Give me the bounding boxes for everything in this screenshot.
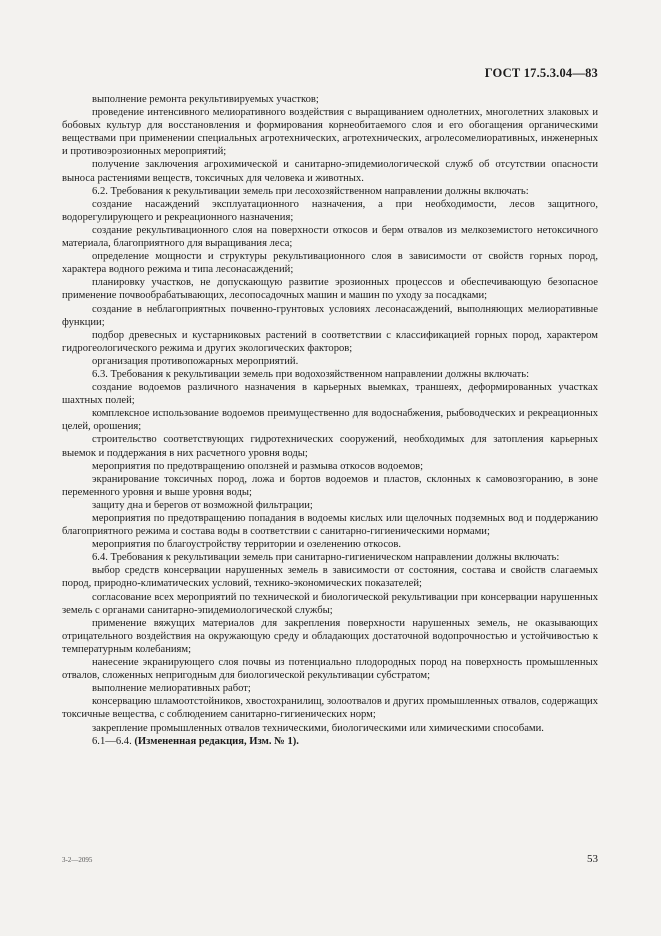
paragraph: строительство соответствующих гидротехнических сооружений, необходимых для затопления карьерных выемок и поддержания в них расчетного уровня воды; xyxy=(62,434,598,459)
document-body xyxy=(62,93,598,748)
paragraph: подбор древесных и кустарниковых растений в соответствии с классификацией горных пород, характером гидрогеологического режима и других экологических факторов; xyxy=(62,329,598,354)
edition-note-prefix: 6.1—6.4. xyxy=(92,735,135,747)
paragraph: согласование всех мероприятий по технической и биологической рекультивации при консервации нарушенных земель с органами санитарно-эпидемиологической службы; xyxy=(62,591,598,616)
paragraph: создание водоемов различного назначения в карьерных выемках, траншеях, деформированных участках шахтных полей; xyxy=(62,382,598,407)
paragraph: создание насаждений эксплуатационного назначения, а при необходимости, лесов защитного, водорегулирующего и рекреационного назначения; xyxy=(62,198,598,223)
paragraph: проведение интенсивного мелиоративного воздействия с выращиванием однолетних, многолетних злаковых и бобовых культур для восстановления и формирования корнеобитаемого слоя и его обогащения органическими веществами при применении специальных агротехнических, агротехнических, агролесомелиоративных, инженерных и противоэрозионных мероприятий; xyxy=(62,107,598,158)
paragraph: комплексное использование водоемов преимущественно для водоснабжения, рыбоводческих и рекреационных целей, орошения; xyxy=(62,408,598,433)
page-number: 53 xyxy=(587,853,598,865)
paragraph: консервацию шламоотстойников, хвостохранилищ, золоотвалов и других промышленных отвалов, содержащих токсичные вещества, с соблюдением санитарно-гигиенических норм; xyxy=(62,696,598,721)
paragraph: определение мощности и структуры рекультивационного слоя в зависимости от свойств горных пород, характера водного режима и типа лесонасаждений; xyxy=(62,251,598,276)
paragraph: создание рекультивационного слоя на поверхности откосов и берм отвалов из мелкоземистого нетоксичного материала, благоприятного для выращивания леса; xyxy=(62,224,598,250)
paragraph: выбор средств консервации нарушенных земель в зависимости от состояния, состава и свойств слагаемых пород, природно-климатических условий, технико-экономических показателей; xyxy=(62,565,598,590)
paragraph: защиту дна и берегов от возможной фильтрации; xyxy=(92,499,313,511)
paragraph: создание в неблагоприятных почвенно-грунтовых условиях лесонасаждений, выполняющих мелиоративные функции; xyxy=(62,303,598,328)
paragraph: экранирование токсичных пород, ложа и бортов водоемов и пластов, склонных к самовозгоранию, в зоне переменного уровня и выше уровня воды; xyxy=(62,473,598,498)
paragraph: организация противопожарных мероприятий. xyxy=(92,355,299,367)
paragraph: выполнение ремонта рекультивируемых участков; xyxy=(92,94,319,105)
paragraph: мероприятия по предотвращению попадания в водоемы кислых или щелочных подземных вод и поддержанию благоприятного режима и состава воды в соответствии с санитарно-гигиеническими нормами; xyxy=(62,513,598,538)
paragraph: получение заключения агрохимической и санитарно-эпидемиологической служб об отсутствии опасности выноса растениями веществ, токсичных для человека и животных. xyxy=(62,159,598,184)
paragraph: нанесение экранирующего слоя почвы из потенциально плодородных пород на поверхность промышленных отвалов, сложенных непригодным для биологической рекультивации субстратом; xyxy=(62,657,598,682)
paragraph: мероприятия по предотвращению оползней и размыва откосов водоемов; xyxy=(92,460,424,472)
section-6-3-heading: 6.3. Требования к рекультивации земель при водохозяйственном направлении должны включать: xyxy=(92,368,530,380)
paragraph: планировку участков, не допускающую развитие эрозионных процессов и обеспечивающую безопасное применение почвообрабатывающих, лесопосадочных машин и машин по уходу за посадками; xyxy=(62,277,598,302)
section-6-2-heading: 6.2. Требования к рекультивации земель при лесохозяйственном направлении должны включать: xyxy=(92,185,529,197)
paragraph: выполнение мелиоративных работ; xyxy=(92,683,251,695)
document-code-header: ГОСТ 17.5.3.04—83 xyxy=(484,66,598,80)
print-code: 3-2—2095 xyxy=(62,856,93,864)
section-6-4-heading: 6.4. Требования к рекультивации земель при санитарно-гигиеническом направлении должны включать: xyxy=(92,552,560,564)
edition-note xyxy=(62,735,598,748)
paragraph: мероприятия по благоустройству территории и озеленению откосов. xyxy=(92,539,402,551)
edition-note-bold: (Измененная редакция, Изм. № 1). xyxy=(134,735,299,747)
paragraph: применение вяжущих материалов для закрепления поверхности нарушенных земель, не оказывающих отрицательного воздействия на окружающую среду и обладающих достаточной водопрочностью и устойчивостью к температурным колебаниям; xyxy=(62,617,598,655)
paragraph: закрепление промышленных отвалов техническими, биологическими или химическими способами. xyxy=(92,722,544,734)
